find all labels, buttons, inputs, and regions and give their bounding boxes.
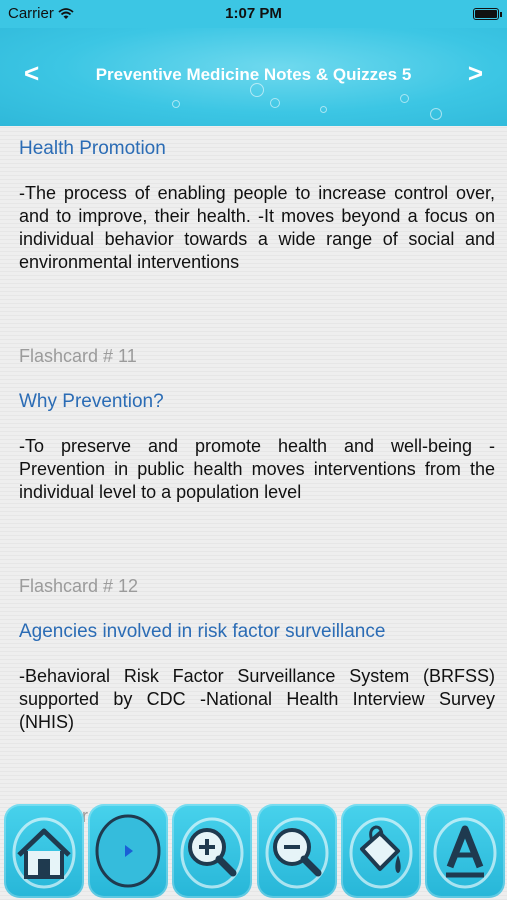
flashcard-list bbox=[19, 126, 495, 827]
flashcard-body: -The process of enabling people to increase control over, and to improve, their health. -It moves beyond a focus on individual behavior towards a wide range of social and environmental interventions bbox=[19, 183, 495, 272]
play-icon bbox=[93, 811, 163, 891]
carrier-name: Carrier bbox=[8, 5, 54, 22]
navigation-bar bbox=[0, 28, 507, 126]
flashcard-number: Flashcard # 11 bbox=[19, 346, 137, 366]
decorative-bubble bbox=[320, 106, 327, 113]
color-theme-button[interactable] bbox=[341, 804, 421, 898]
paint-bucket-icon bbox=[346, 811, 416, 891]
flashcard-body: -Behavioral Risk Factor Surveillance System (BRFSS) supported by CDC -National Health Interview Survey (NHIS) bbox=[19, 666, 495, 732]
zoom-out-button[interactable] bbox=[257, 804, 337, 898]
decorative-bubble bbox=[270, 98, 280, 108]
font-size-button[interactable] bbox=[425, 804, 505, 898]
zoom-in-button[interactable] bbox=[172, 804, 252, 898]
decorative-bubble bbox=[250, 83, 264, 97]
flashcard-number: Flashcard # 12 bbox=[19, 576, 139, 596]
page-title: Preventive Medicine Notes & Quizzes 5 bbox=[95, 65, 412, 84]
decorative-bubble bbox=[430, 108, 442, 120]
flashcard-body: -To preserve and promote health and well-being -Prevention in public health moves interventions from the individual level to a population level bbox=[19, 436, 495, 502]
flashcard bbox=[19, 138, 495, 274]
back-arrow-icon[interactable]: < bbox=[24, 58, 40, 88]
battery-icon bbox=[473, 8, 499, 20]
flashcard-heading: Health Promotion bbox=[19, 138, 166, 159]
play-button[interactable] bbox=[88, 804, 168, 898]
flashcard-heading: Agencies involved in risk factor surveillance bbox=[19, 621, 386, 642]
font-icon bbox=[430, 811, 500, 891]
flashcard-heading: Why Prevention? bbox=[19, 391, 164, 412]
flashcard bbox=[19, 346, 495, 504]
forward-arrow-icon[interactable]: > bbox=[467, 58, 483, 88]
home-button[interactable] bbox=[4, 804, 84, 898]
home-icon bbox=[9, 811, 79, 891]
zoom-in-icon bbox=[177, 811, 247, 891]
bottom-toolbar bbox=[0, 800, 507, 900]
status-bar bbox=[0, 0, 507, 28]
decorative-bubble bbox=[400, 94, 409, 103]
zoom-out-icon bbox=[262, 811, 332, 891]
clock: 1:07 PM bbox=[225, 5, 282, 22]
flashcard bbox=[19, 576, 495, 734]
decorative-bubble bbox=[172, 100, 180, 108]
